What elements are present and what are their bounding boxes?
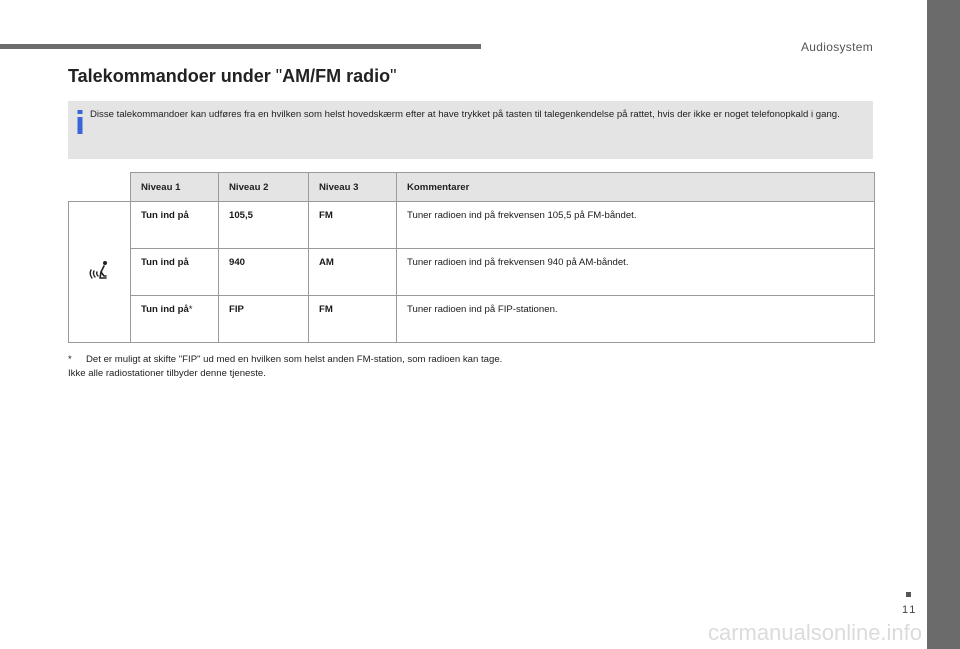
page-title: [68, 66, 397, 87]
page-number: 11: [902, 604, 918, 616]
row-2-niveau-3: AM: [309, 249, 397, 296]
watermark: carmanualsonline.info: [708, 620, 923, 645]
title-main: Talekommandoer under: [68, 66, 276, 86]
table-row: [69, 296, 875, 343]
row-1-comment: Tuner radioen ind på frekvensen 105,5 på FM-båndet.: [397, 202, 875, 249]
table-header-row: [69, 173, 875, 202]
info-text: Disse talekommandoer kan udføres fra en hvilken som helst hovedskærm efter at have trykket på tasten til talegenkendelse på rattet, hvis der ikke er noget telefonopkald i gang.: [90, 109, 840, 120]
info-icon: [76, 110, 84, 134]
row-1-niveau-1: Tun ind på: [131, 202, 219, 249]
voice-command-table: [68, 172, 875, 343]
row-1-niveau-2: 105,5: [219, 202, 309, 249]
table-row: [69, 202, 875, 249]
footnote: [68, 353, 502, 381]
header-niveau-3: Niveau 3: [309, 173, 397, 202]
row-2-niveau-1: Tun ind på: [131, 249, 219, 296]
row-3-niveau-1-cell: [131, 296, 219, 343]
title-close-quote: ": [390, 66, 397, 86]
header-blank: [69, 173, 131, 202]
row-3-comment: Tuner radioen ind på FIP-stationen.: [397, 296, 875, 343]
page-marker: [906, 592, 911, 597]
footnote-text-2: Ikke alle radiostationer tilbyder denne tjeneste.: [68, 368, 266, 379]
footnote-text-1: Det er muligt at skifte "FIP" ud med en hvilken som helst anden FM-station, som radioen kan tage.: [86, 354, 503, 365]
row-3-niveau-3: FM: [309, 296, 397, 343]
row-3-niveau-1: Tun ind på: [141, 304, 189, 315]
title-highlight: AM/FM radio: [282, 66, 391, 86]
header-niveau-2: Niveau 2: [219, 173, 309, 202]
row-3-niveau-2: FIP: [219, 296, 309, 343]
header-niveau-1: Niveau 1: [131, 173, 219, 202]
info-box: [68, 101, 873, 159]
icon-cell: [69, 202, 131, 343]
footnote-marker: *: [68, 354, 72, 365]
voice-command-icon: [88, 260, 112, 282]
row-3-footnote-mark: *: [188, 304, 193, 315]
header-rule: [0, 44, 481, 49]
title-open-quote: ": [275, 66, 283, 86]
table-row: [69, 249, 875, 296]
footnote-line-1: [68, 353, 502, 367]
row-1-niveau-3: FM: [309, 202, 397, 249]
header-kommentarer: Kommentarer: [397, 173, 875, 202]
row-2-comment: Tuner radioen ind på frekvensen 940 på AM-båndet.: [397, 249, 875, 296]
section-name: Audiosystem: [801, 40, 873, 54]
side-band: [927, 0, 960, 649]
row-2-niveau-2: 940: [219, 249, 309, 296]
